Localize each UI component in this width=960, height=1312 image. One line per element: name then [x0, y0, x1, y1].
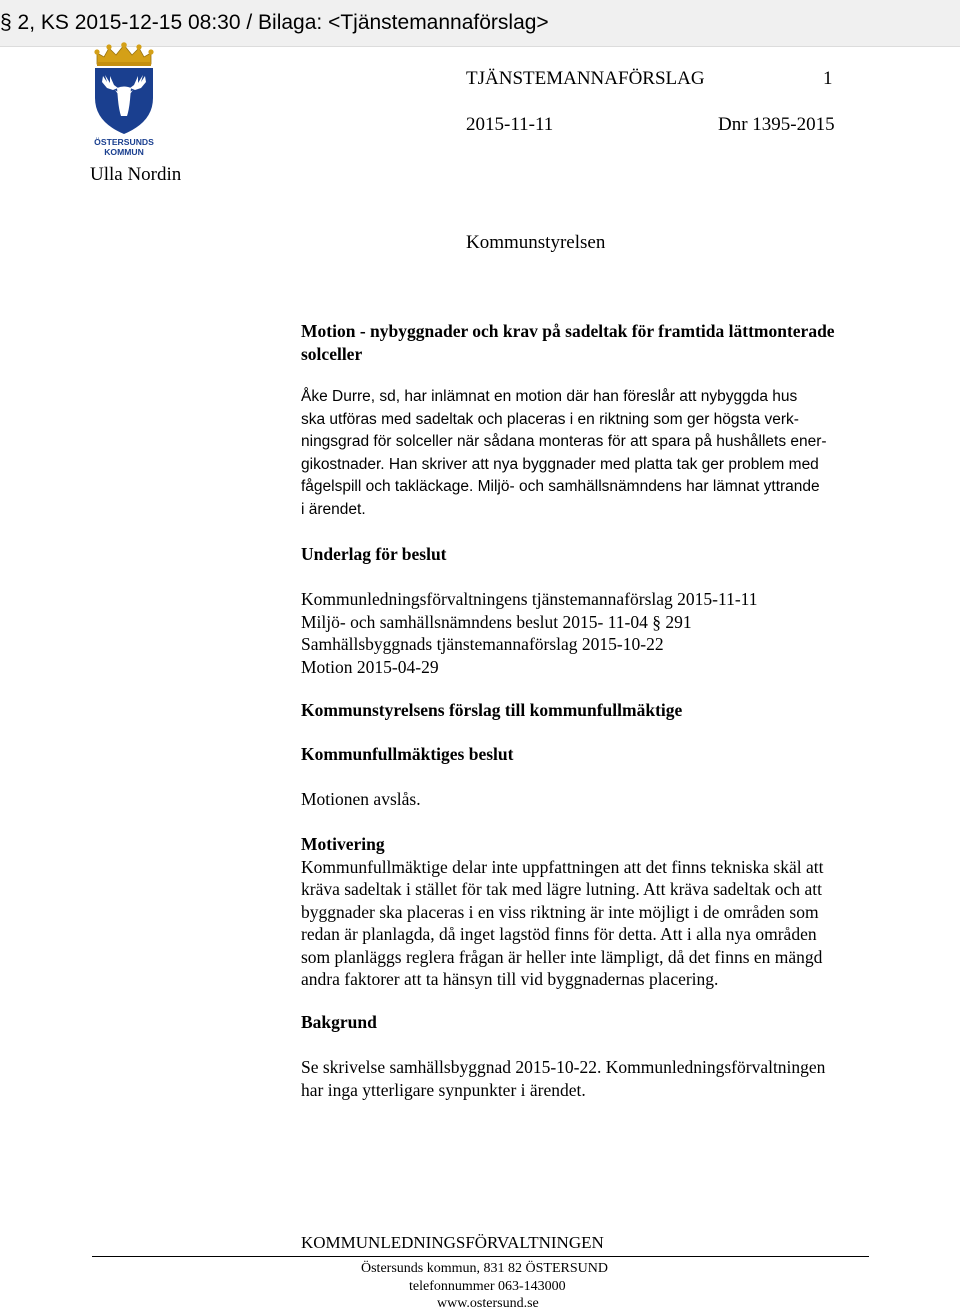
ostersund-coat-of-arms-logo [91, 42, 157, 158]
recipient: Kommunstyrelsen [466, 232, 606, 253]
intro-line: fågelspill och takläckage. Miljö- och samhällsnämndens har lämnat yttrande [301, 478, 820, 495]
motivering-heading: Motivering [301, 834, 385, 854]
motivering-line: som planläggs reglera frågan är heller inte lämpligt, då det finns en mängd [301, 946, 823, 967]
bakgrund-section [301, 1011, 891, 1034]
footer-divider [92, 1256, 869, 1257]
logo-text-line1: ÖSTERSUNDS [94, 137, 154, 147]
page-number: 1 [823, 68, 833, 89]
decision-text: Motionen avslås. [301, 789, 421, 809]
ks-proposal-section [301, 699, 891, 722]
underlag-item: Motion 2015-04-29 [301, 656, 439, 677]
motivering-section [301, 833, 891, 991]
ks-proposal-heading: Kommunstyrelsens förslag till kommunfullmäktige [301, 700, 683, 720]
title-line: solceller [301, 344, 363, 364]
decision-section [301, 788, 891, 811]
author-name: Ulla Nordin [90, 164, 182, 185]
bakgrund-text [301, 1056, 891, 1101]
motivering-line: byggnader ska placeras i en viss riktning är inte möjligt i de områden som [301, 901, 819, 922]
intro-line: i ärendet. [301, 500, 366, 518]
motivering-line: Kommunfullmäktige delar inte uppfattningen att det finns tekniska skäl att [301, 856, 824, 877]
bakgrund-line: har inga ytterligare synpunkter i ärendet. [301, 1079, 586, 1100]
underlag-item: Samhällsbyggnads tjänstemannaförslag 2015-10-22 [301, 634, 664, 654]
document-type: TJÄNSTEMANNAFÖRSLAG [466, 68, 705, 89]
underlag-item: Kommunledningsförvaltningens tjänstemannaförslag 2015-11-11 [301, 589, 758, 609]
intro-paragraph [301, 386, 896, 521]
diary-number: Dnr 1395-2015 [718, 114, 835, 135]
underlag-section [301, 543, 891, 566]
banner-text: § 2, KS 2015-12-15 08:30 / Bilaga: <Tjänstemannaförslag> [0, 11, 549, 34]
crown-icon [94, 42, 153, 66]
logo-text-line2: KOMMUN [104, 147, 144, 157]
underlag-item: Miljö- och samhällsnämndens beslut 2015- 11-04 § 291 [301, 611, 692, 632]
coat-of-arms-icon [91, 42, 157, 158]
kf-decision-heading: Kommunfullmäktiges beslut [301, 744, 514, 764]
motivering-line: kräva sadeltak i stället för tak med lägre lutning. Att kräva sadeltak och att [301, 879, 822, 899]
intro-line: ningsgrad för solceller när sådana monteras för att spara på hushållets ener- [301, 433, 827, 450]
underlag-heading: Underlag för beslut [301, 544, 447, 564]
document-banner [0, 0, 960, 47]
footer-website[interactable]: www.ostersund.se [437, 1296, 539, 1311]
footer-phone: telefonnummer 063-143000 [409, 1279, 566, 1294]
intro-line: gikostnader. Han skriver att nya byggnader med platta tak ger problem med [301, 455, 819, 473]
intro-line: Åke Durre, sd, har inlämnat en motion där han föreslår att nybyggda hus [301, 388, 798, 405]
title-line: Motion - nybyggnader och krav på sadeltak för framtida lättmonterade [301, 321, 835, 341]
bakgrund-heading: Bakgrund [301, 1012, 377, 1032]
bakgrund-line: Se skrivelse samhällsbyggnad 2015-10-22. Kommunledningsförvaltningen [301, 1057, 826, 1077]
motivering-line: andra faktorer att ta hänsyn till vid byggnadernas placering. [301, 969, 719, 989]
underlag-list [301, 588, 891, 678]
document-title [301, 320, 835, 366]
footer-department: KOMMUNLEDNINGSFÖRVALTNINGEN [301, 1233, 604, 1252]
kf-decision-section [301, 743, 891, 766]
footer-address: Östersunds kommun, 831 82 ÖSTERSUND [361, 1261, 608, 1276]
motivering-line: redan är planlagda, då inget lagstöd finns för detta. Att i alla nya områden [301, 924, 817, 944]
document-date: 2015-11-11 [466, 114, 554, 135]
intro-line: ska utföras med sadeltak och placeras i en riktning som ger högsta verk- [301, 410, 799, 428]
